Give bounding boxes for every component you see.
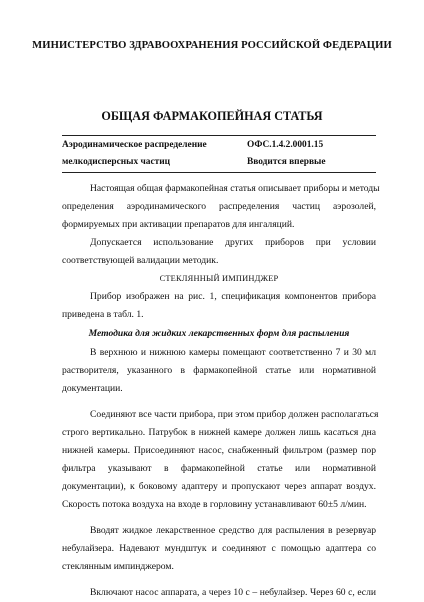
- text-line: небулайзера. Надевают мундштук и соединяют с помощью адаптера со: [62, 543, 376, 554]
- paragraph-nebulizer: [62, 522, 376, 576]
- text-line: Вводят жидкое лекарственное средство для распыления в резервуар: [90, 525, 376, 536]
- document-title: ОБЩАЯ ФАРМАКОПЕЙНАЯ СТАТЬЯ: [101, 109, 323, 123]
- text-line: фильтра указывают в фармакопейной статье или нормативной: [62, 463, 376, 474]
- paragraph-pump: [62, 584, 376, 602]
- paragraph-device: [62, 288, 376, 324]
- article-name-line2: мелкодисперсных частиц: [62, 157, 171, 167]
- text-line: строго вертикально. Патрубок в нижней камере должен лишь касаться дна: [62, 427, 376, 438]
- section-title: СТЕКЛЯННЫЙ ИМПИНДЖЕР: [159, 274, 279, 283]
- text-line: Скорость потока воздуха на входе в горловину устанавливают 60±5 л/мин.: [62, 499, 367, 510]
- text-line: Настоящая общая фармакопейная статья описывает приборы и методы: [90, 183, 380, 194]
- paragraph-intro: [62, 180, 380, 234]
- text-line: Прибор изображен на рис. 1, спецификация компонентов прибора: [90, 291, 376, 302]
- article-code: ОФС.1.4.2.0001.15: [247, 140, 324, 150]
- text-line: документации.: [62, 383, 123, 394]
- text-line: нижней камеры. Присоединяют насос, снабженный фильтром (размер пор: [62, 445, 376, 456]
- text-line: стеклянным импинджером.: [62, 561, 174, 572]
- text-line: определения аэродинамического распределения частиц аэрозолей,: [62, 201, 376, 212]
- header-top-rule: [62, 135, 376, 136]
- paragraph-validation: [62, 234, 376, 270]
- article-name-line1: Аэродинамическое распределение: [62, 140, 207, 150]
- text-line: В верхнюю и нижнюю камеры помещают соответственно 7 и 30 мл: [90, 347, 376, 358]
- text-line: приведена в табл. 1.: [62, 309, 144, 320]
- text-line: Допускается использование других приборов при условии: [90, 237, 376, 248]
- article-status: Вводится впервые: [247, 157, 326, 167]
- text-line: соответствующей валидации методик.: [62, 255, 219, 266]
- text-line: формируемых при активации препаратов для ингаляций.: [62, 219, 295, 230]
- text-line: Включают насос аппарата, а через 10 с – небулайзер. Через 60 с, если: [90, 587, 376, 598]
- ministry-heading: МИНИСТЕРСТВО ЗДРАВООХРАНЕНИЯ РОССИЙСКОЙ ФЕДЕРАЦИИ: [32, 40, 392, 51]
- document-body: [62, 180, 380, 602]
- text-line: Соединяют все части прибора, при этом прибор должен располагаться: [90, 409, 379, 420]
- method-subheading: Методика для жидких лекарственных форм для распыления: [88, 328, 350, 339]
- text-line: растворителя, указанного в фармакопейной статье или нормативной: [62, 365, 376, 376]
- paragraph-chambers: [62, 344, 376, 398]
- text-line: документации), к боковому адаптеру и пропускают через аппарат воздух.: [62, 481, 376, 492]
- header-bottom-rule: [62, 172, 376, 173]
- paragraph-assembly: [62, 406, 379, 514]
